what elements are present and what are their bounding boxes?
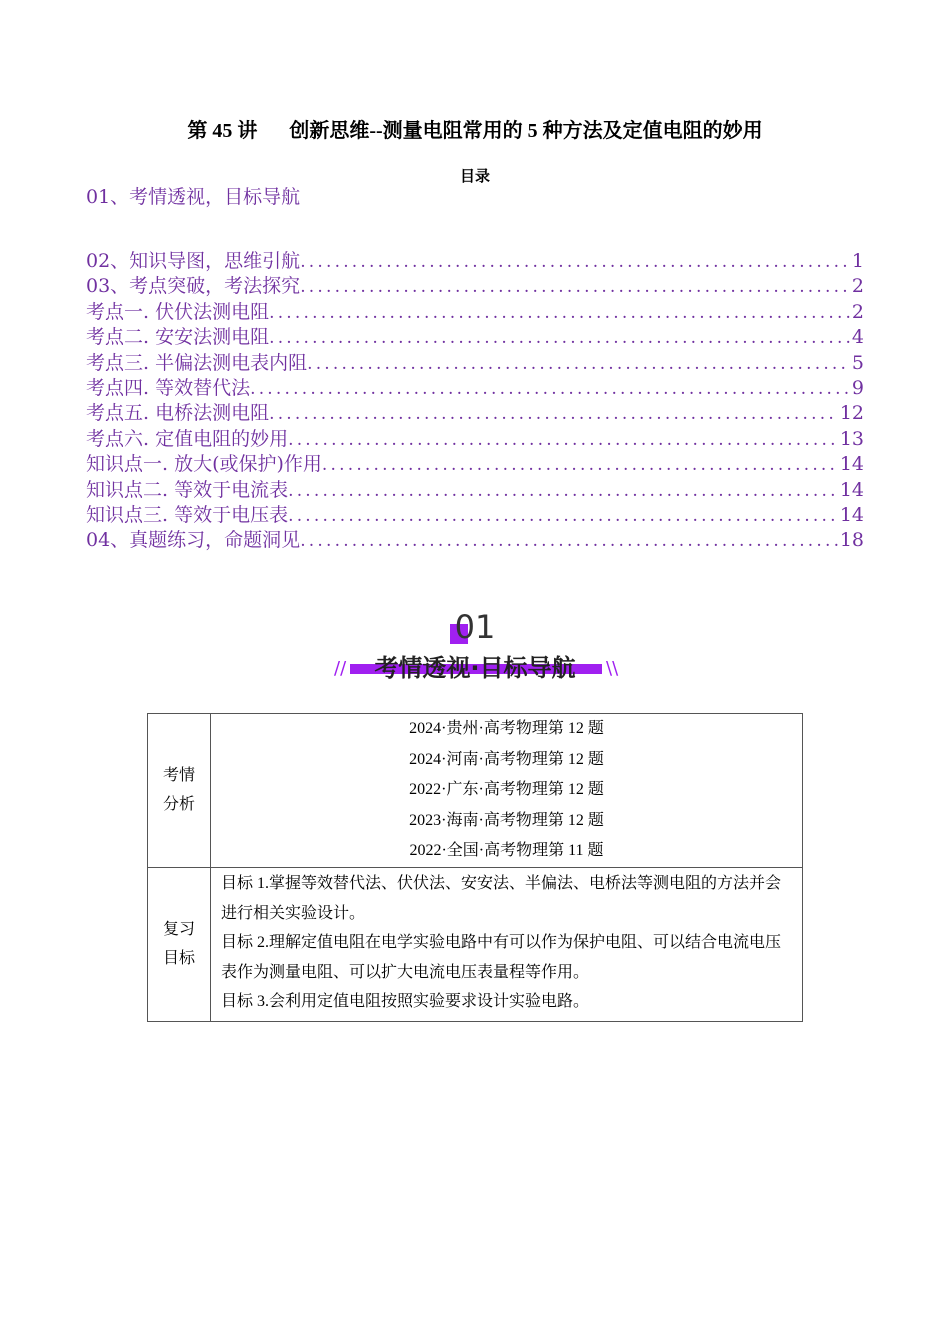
goals-list [211,867,803,1021]
toc-item[interactable]: 02、知识导图，思维引航 ..... 1 [86,249,864,274]
table-of-contents [86,249,864,554]
goals-label: 复习 目标 [148,867,211,1021]
toc-item[interactable]: 03、考点突破，考法探究 ..... 2 [86,274,864,299]
toc-item-first[interactable]: 01、考情透视，目标导航 [86,186,301,208]
lecture-number: 第 45 讲 [187,120,258,142]
toc-item[interactable]: 考点二. 安安法测电阻 ..... 4 [86,325,864,350]
info-table [147,713,803,1022]
toc-item[interactable]: 考点一. 伏伏法测电阻 ..... 2 [86,300,864,325]
list-item: 目标 1.掌握等效替代法、伏伏法、安安法、半偏法、电桥法等测电阻的方法并会进行相关实验设计。 [221,874,782,922]
section-banner [330,606,620,686]
list-item: 目标 2.理解定值电阻在电学实验电路中有可以作为保护电阻、可以结合电流电压表作为测量电阻、可以扩大电流电压表量程等作用。 [221,934,782,981]
toc-item[interactable]: 知识点三. 等效于电压表 ..... 14 [86,503,864,528]
section-title: 考情透视·目标导航 [374,654,576,682]
slash-left-icon: // [334,658,347,679]
table-row [148,714,803,868]
list-item: 2024·河南·高考物理第 12 题 [409,750,604,768]
page-title [0,114,950,143]
toc-item[interactable]: 考点六. 定值电阻的妙用 ..... 13 [86,427,864,452]
toc-item[interactable]: 04、真题练习，命题洞见 ..... 18 [86,528,864,553]
list-item: 2024·贵州·高考物理第 12 题 [409,720,604,737]
list-item: 2023·海南·高考物理第 12 题 [409,811,604,829]
list-item: 2022·广东·高考物理第 12 题 [409,781,604,799]
toc-item[interactable]: 知识点一. 放大(或保护)作用 ..... 14 [86,452,864,477]
toc-item[interactable]: 考点三. 半偏法测电表内阻 ..... 5 [86,351,864,376]
slash-right-icon: \\ [606,658,619,679]
toc-item[interactable]: 考点五. 电桥法测电阻 ..... 12 [86,401,864,426]
toc-item[interactable]: 知识点二. 等效于电流表 ..... 14 [86,478,864,503]
lecture-topic: 创新思维--测量电阻常用的 5 种方法及定值电阻的妙用 [289,120,763,142]
table-row [148,867,803,1021]
list-item: 2022·全国·高考物理第 11 题 [409,842,604,860]
list-item: 目标 3.会利用定值电阻按照实验要求设计实验电路。 [221,993,590,1011]
toc-heading: 目录 [459,167,490,185]
toc-item[interactable]: 考点四. 等效替代法 ..... 9 [86,376,864,401]
exam-list [211,714,803,868]
section-number: 01 [454,608,496,646]
analysis-label: 考情 分析 [148,714,211,868]
